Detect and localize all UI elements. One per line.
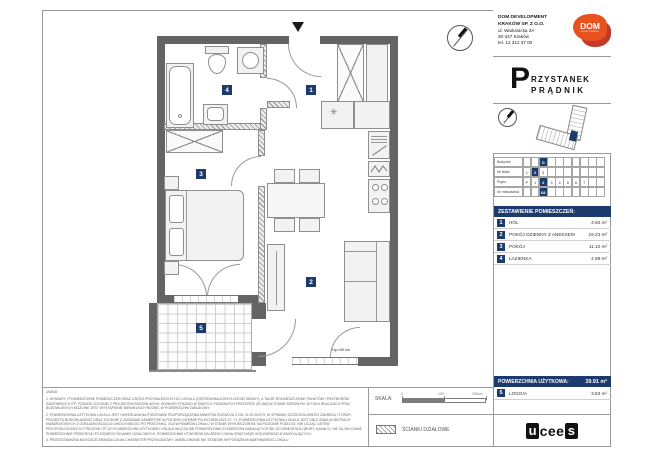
- location-cell: 5: [563, 177, 572, 187]
- loggia-name: LOGGIA: [509, 390, 527, 396]
- nightstand-top: [164, 176, 179, 190]
- scale-tick-0: 0: [401, 392, 403, 396]
- room-row: [494, 217, 611, 229]
- location-cell: 6: [572, 177, 581, 187]
- dom-logo-subtext: DEVELOPMENT: [580, 30, 600, 33]
- location-table-row: [494, 187, 610, 197]
- pillow-top: [169, 195, 184, 223]
- toilet-tank: [205, 46, 229, 54]
- entrance-arrow-icon: [292, 22, 304, 32]
- total-area-bar: [494, 376, 611, 387]
- wall-loggia-left: [149, 303, 157, 372]
- wall-top-left: [157, 36, 289, 44]
- location-cell: 68: [539, 187, 548, 197]
- living-room-window: [292, 357, 358, 365]
- room-row-area: 19.23 m²: [588, 232, 607, 237]
- project-initial: P: [510, 62, 531, 95]
- sofa: [344, 241, 390, 322]
- location-table-row: [494, 167, 610, 177]
- scale-tick-100: 100: [438, 392, 444, 396]
- partition-hatch-swatch: [376, 425, 396, 434]
- partition-legend-label: ŚCIANKI DZIAŁOWE: [402, 427, 450, 433]
- location-cell: [596, 157, 605, 167]
- scale-box: [368, 388, 493, 414]
- project-logo: [510, 62, 591, 95]
- room-row-name: POKÓJ DZIENNY Z ANEKSEM: [509, 232, 575, 237]
- total-area-label: POWIERZCHNIA UŻYTKOWA:: [498, 378, 569, 385]
- oven-handle-icon: [372, 145, 386, 156]
- room-row-name: POKÓJ: [509, 244, 525, 249]
- loggia-badge: 5: [497, 389, 505, 397]
- burner-icon: [381, 198, 388, 205]
- ucees-logo: [526, 423, 578, 439]
- room-row: [494, 253, 611, 265]
- legend-box: [368, 415, 493, 447]
- note-item-2: 2. POWIERZCHNIA UŻYTKOWA LOKALU JEST OKREŚLANA NA PODSTAWIE ROZPORZĄDZENIA MINISTRA ROZWOJU Z DN. 11.09.2020 R. W SPRAWIE SZCZEGÓŁOWEGO ZAKRESU I FORMY PROJEKTU BUDOWLANEGO ORAZ ZGODNIE Z ZASADAMI ZAWARTYMI W POLSKIEJ NORMIE PN-ISO 9836:2022-07, TJ. POWIERZCHNIA UŻYTKOWA LOKALU JEST OBLICZANA W METRACH KWADRATOWYCH Z DOKŁADNOŚCIĄ DO DWÓCH MIEJSC PO PRZECINKU, DLA WYMIARÓW LOKALU W STANIE WYKOŃCZONYM, NA POZIOMIE PODŁOGI, NIE LICZĄC LISTEW PRZYPODŁOGOWYCH, PROGÓW ITP. DO POWIERZCHNI UŻYTKOWEJ LOKALU WLICZA SIĘ POWIERZCHNIĘ ELEMENTÓW NADAJĄCYCH SIĘ DO DEMONTAŻU (RURY, KANAŁY). NIE SĄ WLICZANE POWIERZCHNIE PRZEKROJU POZIOMEGO ŚCIANEK DZIAŁOWYCH, POWIERZCHNIE OTWORÓW NA DRZWI I OKNA ORAZ NISZE W ELEMENTACH ZAMYKAJĄCYCH.: [46, 412, 362, 437]
- dining-table: [267, 183, 325, 218]
- notes-title: UWAGI:: [46, 390, 59, 394]
- burner-icon: [372, 184, 379, 191]
- watermark-box: [493, 414, 611, 447]
- rooms-header: ZESTAWIENIE POMIESZCZEŃ:: [494, 206, 611, 217]
- wall-top-right: [320, 36, 398, 44]
- dining-chair: [299, 169, 320, 183]
- scale-tick-200: 200cm: [472, 392, 483, 396]
- burner-icon: [381, 184, 388, 191]
- compass-icon: [447, 25, 473, 51]
- wall-bedroom-bottom-left: [157, 295, 174, 303]
- room-row-badge: 1: [497, 219, 505, 227]
- dining-chair: [299, 218, 320, 232]
- ucees-first: u: [526, 423, 539, 439]
- room-badge-bedroom: 3: [196, 169, 206, 179]
- dining-chair: [274, 169, 295, 183]
- note-item-3: 3. PRZEDSTAWIONA NA RZUCIE ARANŻACJA MA CHARAKTER PRZYKŁADOWY. UMEBLOWANIE NIE STANOWI WYPOSAŻENIA NABYWANEGO LOKALU.: [46, 438, 290, 443]
- scale-tickmark: [486, 396, 487, 400]
- location-cell: 2: [539, 177, 548, 187]
- location-cell: P: [523, 177, 532, 187]
- location-table-row: [494, 157, 610, 167]
- kitchen-oven: [368, 131, 390, 159]
- location-cell: 1: [531, 177, 540, 187]
- location-cell: [596, 167, 605, 177]
- ucees-last: s: [565, 423, 578, 439]
- room-row-area: 4.98 m²: [591, 256, 607, 261]
- wall-bottom-right: [358, 357, 398, 366]
- loggia-area: 3.83 m²: [591, 390, 607, 396]
- location-table-row: [494, 177, 610, 187]
- scale-label: SKALA:: [375, 396, 393, 402]
- note-item-1: 1. WYMIARY I POWIERZCHNIE POMIESZCZEŃ ORAZ CZĘŚCI PRZYNALEŻNYCH DO LOKALU (OGRÓDKI/BALKONY/LOGGIE/TARASY), A TAKŻE ROZMIESZCZENIE PUNKTÓW I PRZYBORÓW SANITARNYCH ITP. PODANO ZGODNIE Z PROJEKTEM BUDOWLANYM. WYMIARY PODANO W ŚWIETLE PIONOWYCH PRZEGRÓD (ŚCIAN) W STANIE SUROWYM. W TOKU REALIZACJI PRAC BUDOWLANYCH MOŻLIWE JEST WYSTĄPIENIE NIEWIELKICH RÓŻNIC W POWIERZCHNI ZABUDOWY.: [46, 396, 351, 411]
- zigzag-icon: [369, 163, 389, 175]
- nightstand-bottom: [164, 261, 179, 275]
- location-cell: 4: [555, 177, 564, 187]
- room-row: [494, 229, 611, 241]
- project-section: [493, 57, 611, 104]
- tv-cabinet-line: [276, 251, 277, 305]
- washing-machine-drum: [242, 52, 259, 69]
- room-row-area: 11.10 m²: [588, 244, 607, 249]
- dom-logo-icon: [573, 14, 607, 41]
- partition-bathroom-right-bottom: [260, 108, 267, 130]
- room-row-badge: 3: [497, 243, 505, 251]
- room-badge-hol: 1: [306, 85, 316, 95]
- rooms-list: [494, 217, 611, 265]
- sofa-armrest-line: [345, 251, 376, 252]
- total-area-value: 39.91 m²: [585, 378, 607, 385]
- room-badge-living: 2: [306, 277, 316, 287]
- company-name-line2: KRAKÓW SP. Z O.O.: [498, 22, 545, 28]
- location-cell: 3: [539, 167, 548, 177]
- project-name-rest: RZYSTANEK: [531, 75, 591, 84]
- loggia-railing: [149, 370, 256, 372]
- wall-bedroom-bottom-right: [238, 295, 258, 303]
- tv-cabinet: [267, 244, 285, 311]
- bathroom-sink-basin: [207, 107, 224, 121]
- project-name-block: [531, 75, 590, 95]
- company-phone: tel. 12 312 37 00: [498, 40, 533, 46]
- room-row-name: HOL: [509, 220, 519, 225]
- location-row-label: Budynek: [494, 157, 523, 167]
- company-address1: ul. Wadowicka 3A: [498, 28, 535, 34]
- ucees-middle: cee: [539, 422, 565, 439]
- hall-cabinet: [366, 44, 388, 102]
- partition-bedroom-top: [258, 130, 265, 156]
- kitchen-counter: [354, 101, 390, 129]
- dom-logo-text: DOM: [580, 21, 600, 31]
- project-name-line2: PRĄDNIK: [531, 86, 586, 95]
- sink-symbol-icon: ✳: [330, 107, 338, 117]
- wall-right: [390, 36, 398, 366]
- room-row-name: ŁAZIENKA: [509, 256, 532, 261]
- bedroom-window: [174, 295, 238, 303]
- room-row-badge: 4: [497, 255, 505, 263]
- loggia-floor: [157, 303, 252, 370]
- wall-loggia-right-top: [252, 303, 266, 319]
- bedroom-closet: [166, 130, 223, 153]
- location-cell: 3: [547, 177, 556, 187]
- bed-fold-line: [186, 191, 187, 260]
- mini-compass-icon: [498, 108, 517, 127]
- location-cell: 1: [523, 167, 532, 177]
- window-height-label: Hp=59 cm: [332, 347, 351, 352]
- company-name-line1: DOM DEVELOPMENT: [498, 15, 548, 20]
- location-cell: [596, 177, 605, 187]
- room-row-area: 4.60 m²: [591, 220, 607, 225]
- oven-vents-icon: [371, 134, 387, 143]
- sofa-backrest-line: [376, 242, 377, 321]
- kitchen-hood: [368, 161, 390, 177]
- company-section: [493, 10, 611, 57]
- partition-bedroom-living: [258, 186, 265, 303]
- location-table: [494, 157, 610, 197]
- hall-wardrobe: [337, 44, 364, 102]
- location-cell: 2: [531, 167, 540, 177]
- location-row-label: Piętro: [494, 177, 523, 187]
- location-cell: [596, 187, 605, 197]
- orientation-section: [493, 104, 611, 154]
- burner-icon: [372, 198, 379, 205]
- company-info: [498, 14, 572, 46]
- location-cell: 7: [580, 177, 589, 187]
- notes-block: [46, 390, 364, 445]
- scale-bar-light: [444, 398, 486, 403]
- cooktop: [368, 179, 390, 213]
- room-badge-bathroom: 4: [222, 85, 232, 95]
- bathtub-drain: [178, 114, 182, 118]
- location-row-label: Nr mieszkania: [494, 187, 523, 197]
- location-row-label: Nr klatki: [494, 167, 523, 177]
- dining-chair: [274, 218, 295, 232]
- location-cell: D: [539, 157, 548, 167]
- scale-bar-dark: [402, 398, 444, 403]
- room-badge-loggia: 5: [196, 323, 206, 333]
- building-minimap: [535, 104, 607, 153]
- pillow-bottom: [169, 228, 184, 256]
- company-address2: 30-347 Kraków: [498, 34, 529, 40]
- loggia-row: [494, 387, 611, 400]
- sofa-cushion-line: [345, 281, 376, 282]
- room-row: [494, 241, 611, 253]
- room-row-badge: 2: [497, 231, 505, 239]
